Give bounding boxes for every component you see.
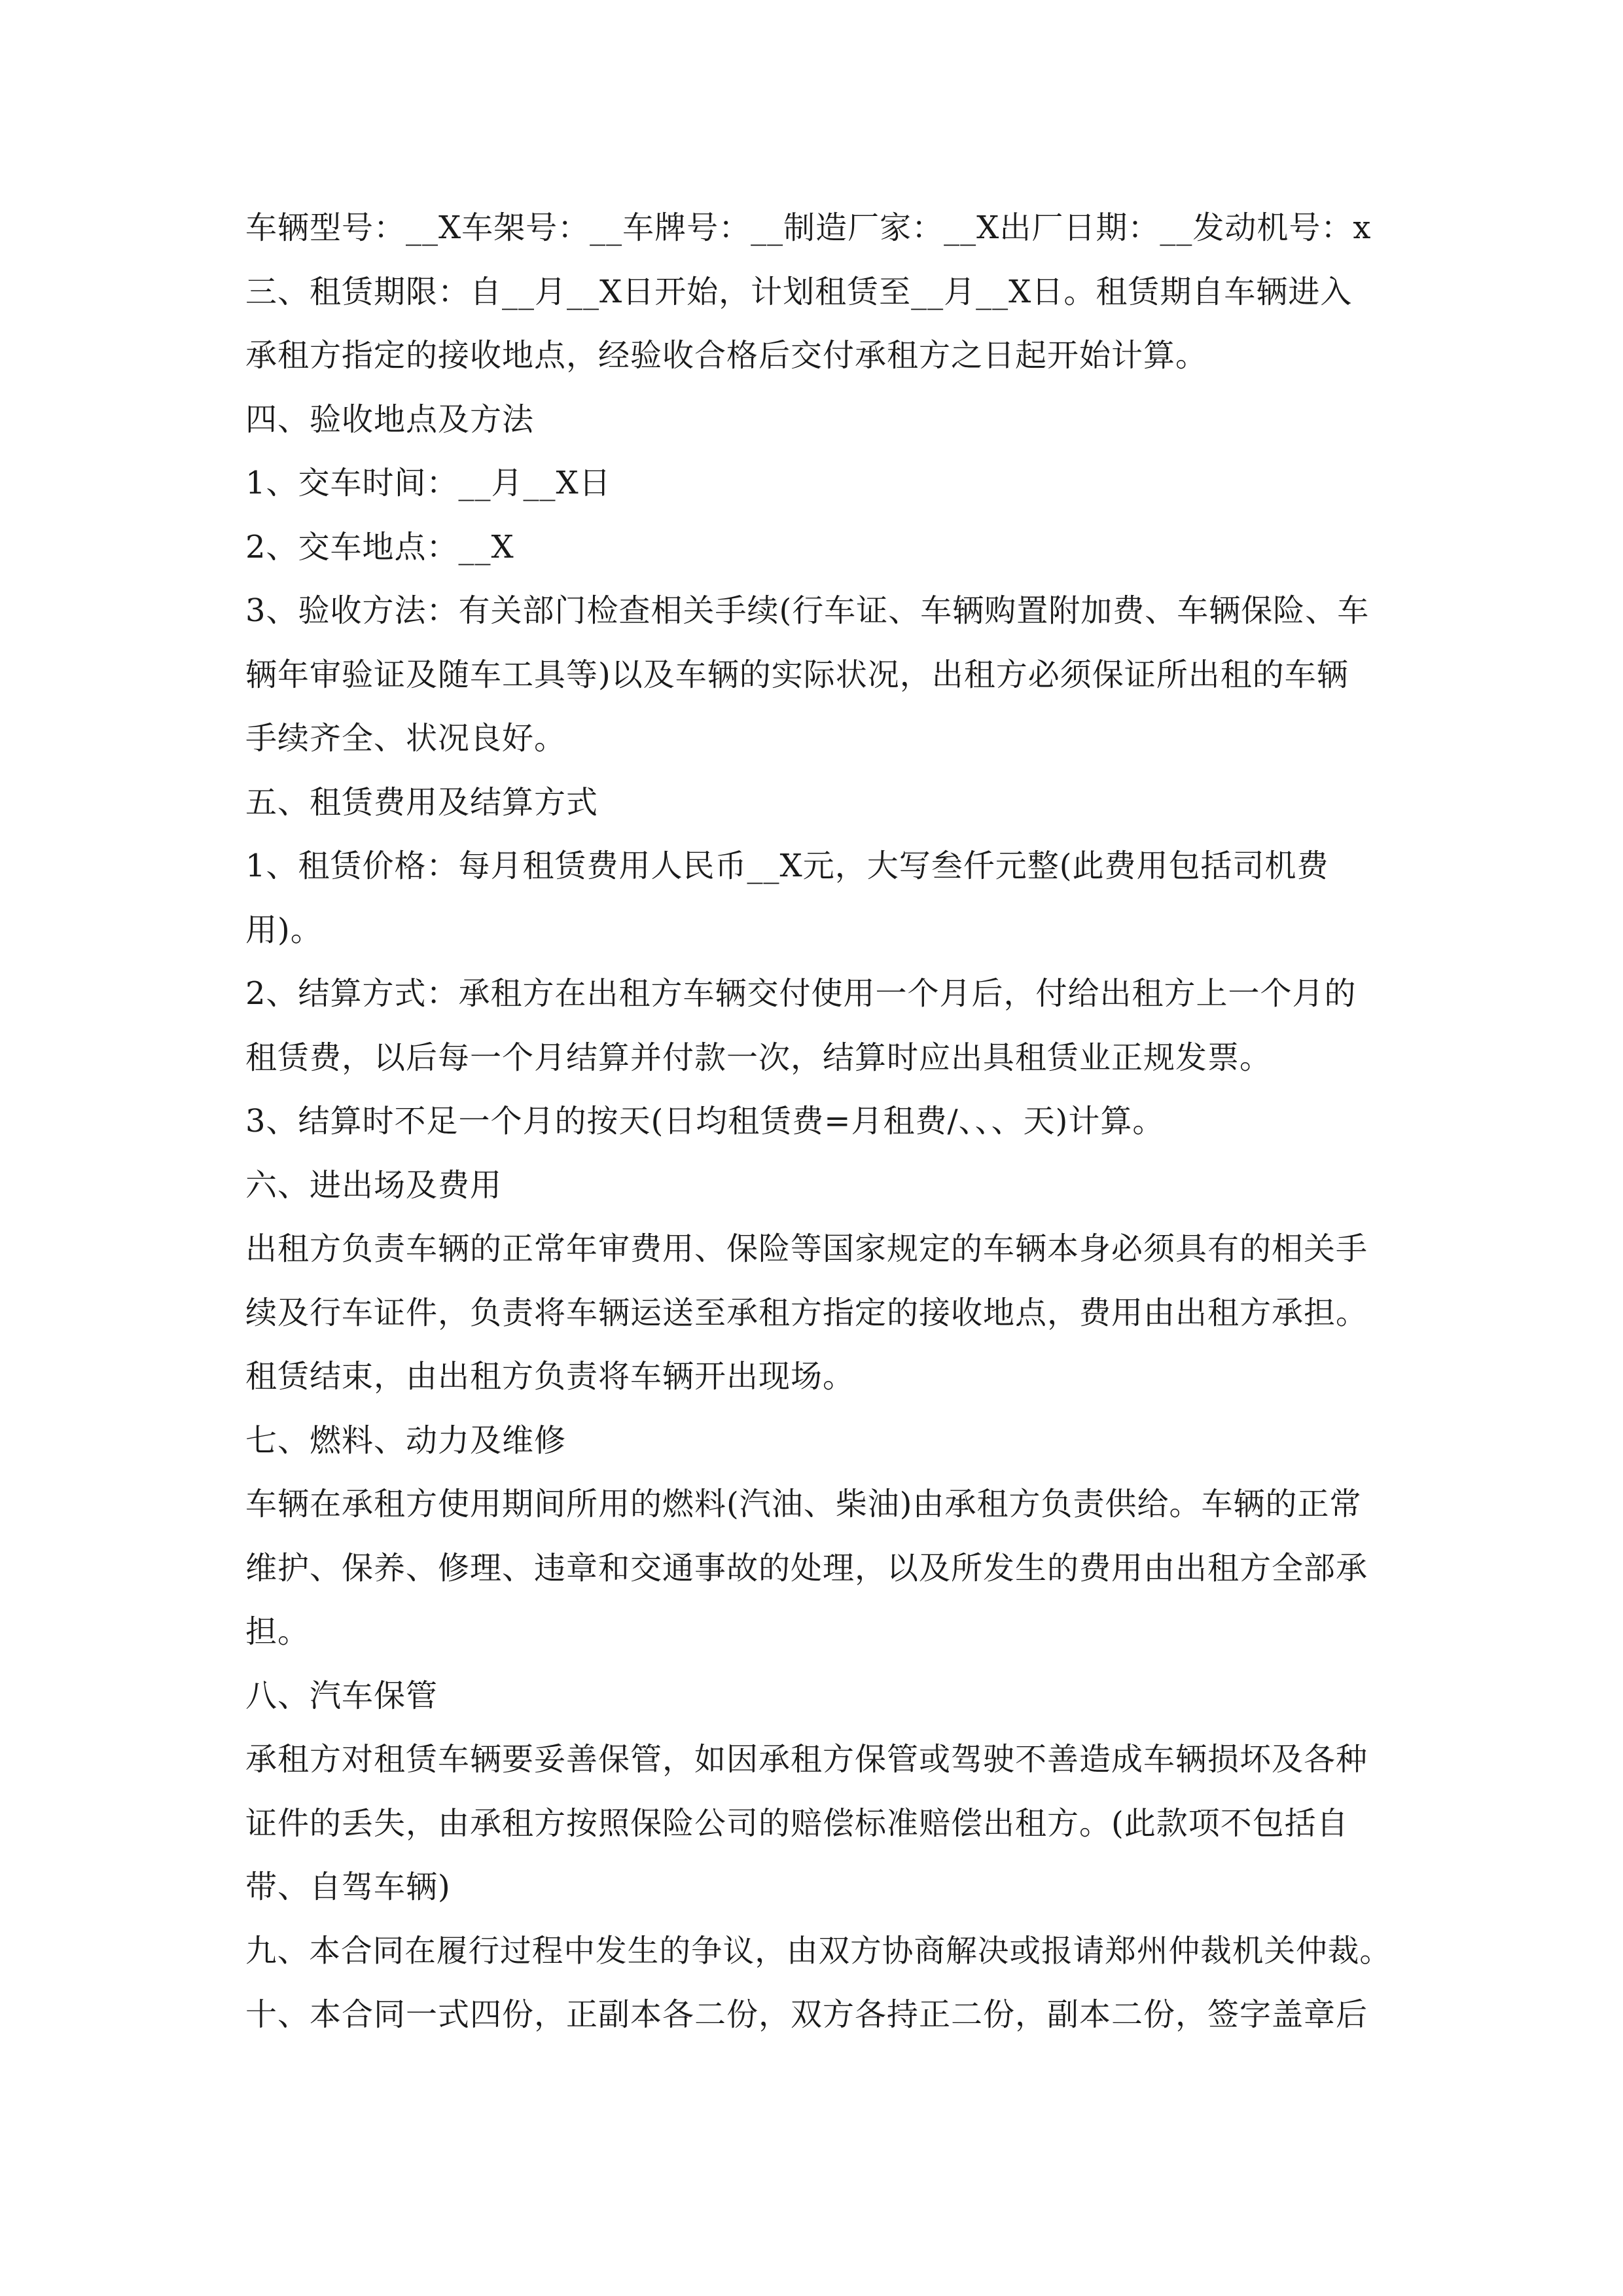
text-line-entry-exit-cont1: 续及行车证件，负责将车辆运送至承租方指定的接收地点，费用由出租方承担。 [245, 1294, 1368, 1331]
text-line-settlement: 2、结算方式：承租方在出租方车辆交付使用一个月后，付给出租方上一个月的 [245, 975, 1357, 1012]
text-line-delivery-place: 2、交车地点：__X [245, 528, 514, 565]
text-line-custody-cont2: 带、自驾车辆) [245, 1869, 451, 1905]
text-line-copies: 十、本合同一式四份，正副本各二份，双方各持正二份，副本二份，签字盖章后 [245, 1996, 1368, 2033]
text-line-fuel: 车辆在承租方使用期间所用的燃料(汽油、柴油)由承租方负责供给。车辆的正常 [245, 1486, 1362, 1522]
text-line-fuel-cont1: 维护、保养、修理、违章和交通事故的处理，以及所发生的费用由出租方全部承 [245, 1549, 1368, 1587]
section-heading-fuel: 七、燃料、动力及维修 [245, 1422, 567, 1459]
text-line-settlement-cont: 租赁费，以后每一个月结算并付款一次，结算时应出具租赁业正规发票。 [245, 1039, 1272, 1076]
text-line-lease-price: 1、租赁价格：每月租赁费用人民币__X元，大写叁仟元整(此费用包括司机费 [245, 848, 1329, 884]
text-line-entry-exit: 出租方负责车辆的正常年审费用、保险等国家规定的车辆本身必须具有的相关手 [245, 1230, 1368, 1267]
text-line-delivery-time: 1、交车时间：__月__X日 [245, 465, 611, 501]
section-heading-custody: 八、汽车保管 [245, 1677, 438, 1714]
text-line-fuel-cont2: 担。 [245, 1613, 310, 1650]
text-line-acceptance-method-cont2: 手续齐全、状况良好。 [245, 720, 567, 757]
text-line-acceptance-method-cont1: 辆年审验证及随车工具等)以及车辆的实际状况，出租方必须保证所出租的车辆 [245, 656, 1349, 693]
document-body [245, 196, 1397, 2047]
text-line-lease-price-cont: 用)。 [245, 911, 323, 948]
text-line-vehicle-info: 车辆型号：__X车架号：__车牌号：__制造厂家：__X出厂日期：__发动机号：x [245, 209, 1372, 246]
text-line-lease-term-cont: 承租方指定的接收地点，经验收合格后交付承租方之日起开始计算。 [245, 337, 1208, 374]
text-line-entry-exit-cont2: 租赁结束，由出租方负责将车辆开出现场。 [245, 1358, 855, 1395]
text-line-partial-month: 3、结算时不足一个月的按天(日均租赁费=月租费/、、、天)计算。 [245, 1103, 1165, 1139]
text-line-lease-term: 三、租赁期限：自__月__X日开始，计划租赁至__月__X日。租赁期自车辆进入 [245, 273, 1353, 310]
section-heading-fees: 五、租赁费用及结算方式 [245, 783, 599, 821]
text-line-acceptance-method: 3、验收方法：有关部门检查相关手续(行车证、车辆购置附加费、车辆保险、车 [245, 592, 1370, 629]
text-line-custody: 承租方对租赁车辆要妥善保管，如因承租方保管或驾驶不善造成车辆损坏及各种 [245, 1741, 1368, 1778]
text-line-custody-cont1: 证件的丢失，由承租方按照保险公司的赔偿标准赔偿出租方。(此款项不包括自 [245, 1804, 1349, 1842]
section-heading-acceptance: 四、验收地点及方法 [245, 401, 535, 438]
section-heading-entry-exit: 六、进出场及费用 [245, 1166, 503, 1204]
text-line-dispute: 九、本合同在履行过程中发生的争议，由双方协商解决或报请郑州仲裁机关仲裁。 [245, 1933, 1392, 1969]
